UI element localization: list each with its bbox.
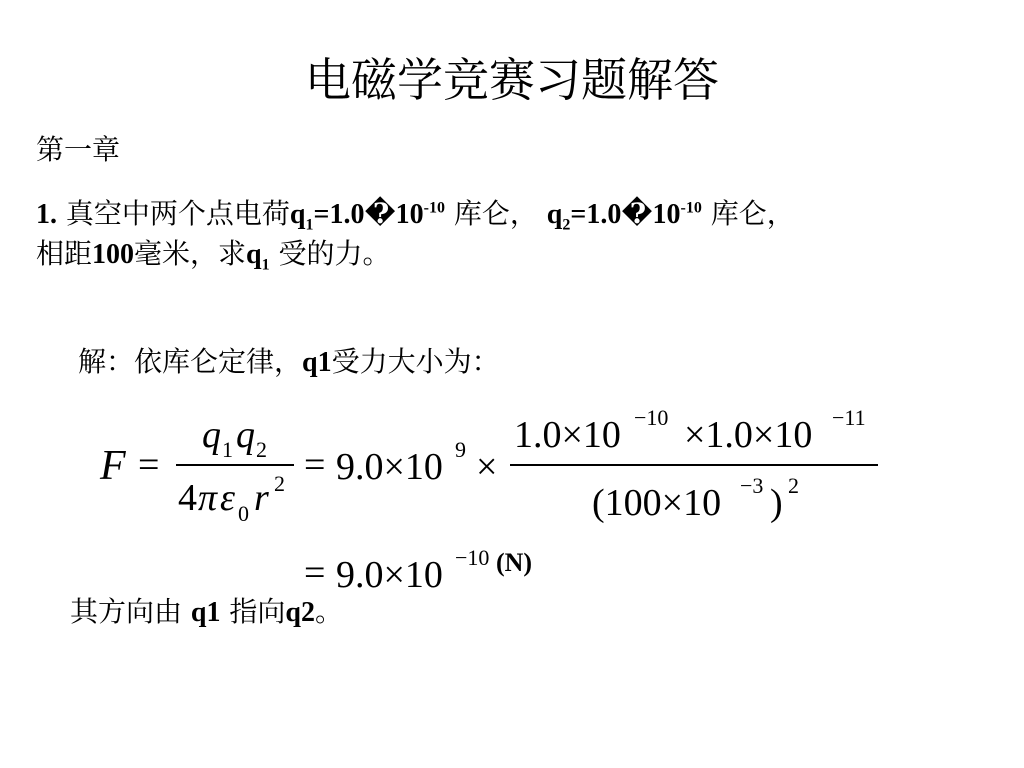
- missing-glyph: �: [364, 199, 396, 230]
- eq-num-q1-sub: 1: [222, 437, 233, 462]
- eq-result-exp: −10: [455, 545, 490, 570]
- eq-frac2-den-sup: 2: [788, 473, 799, 498]
- eq-result: 9.0×10: [336, 554, 443, 596]
- chapter-heading: 第一章: [36, 133, 121, 166]
- eq-den-4: 4: [178, 477, 197, 519]
- eq-F: F: [100, 443, 126, 489]
- missing-glyph: �: [621, 199, 653, 230]
- q1-symbol: $q_1$: [246, 239, 270, 274]
- eq-num-q2: q: [236, 414, 255, 456]
- q1-symbol: $q_1=1.0�10^{-10}$: [289, 199, 445, 234]
- eq-frac2-num-a: 1.0×10: [514, 414, 621, 456]
- eq-times: ×: [476, 446, 498, 488]
- eq-constant: 9.0×10: [336, 446, 443, 488]
- eq-equals-2: =: [304, 444, 326, 486]
- eq-den-eps-sub: 0: [238, 501, 249, 526]
- unit-coulomb: 库仑，: [453, 197, 538, 230]
- direction-statement: 其方向由 q1 指向q2。: [70, 595, 344, 628]
- eq-den-r: r: [254, 477, 269, 519]
- distance-value: 100: [92, 239, 135, 270]
- problem-number: 1.: [36, 199, 57, 230]
- q1-label: q1: [190, 597, 221, 628]
- problem-text: 真空中两个点电荷: [65, 197, 290, 230]
- problem-statement-line-2: 相距100毫米，求$q_1$ 受的力。: [36, 237, 391, 274]
- eq-den-r-sup: 2: [274, 471, 285, 496]
- q2-label: q2: [285, 597, 315, 628]
- eq-den-pi: π: [198, 477, 218, 519]
- eq-frac2-num-b-exp: −11: [832, 405, 866, 430]
- eq-num-q1: q: [202, 414, 221, 456]
- unit-coulomb: 库仑，: [710, 197, 795, 230]
- eq-den-eps: ε: [220, 477, 235, 519]
- eq-frac2-den-b: ): [770, 482, 783, 524]
- eq-frac2-den-a: (100×10: [592, 482, 722, 524]
- eq-frac2-num-b: ×1.0×10: [684, 414, 813, 456]
- eq-frac2-num-a-exp: −10: [634, 405, 669, 430]
- slide-title: 电磁学竞赛习题解答: [305, 53, 719, 107]
- force-unit: (N): [496, 548, 533, 577]
- eq-equals-3: =: [304, 552, 326, 594]
- problem-statement-line-1: [36, 192, 795, 235]
- eq-constant-exp: 9: [455, 437, 466, 462]
- q2-symbol: $q_2=1.0�10^{-10}$: [546, 199, 702, 234]
- q1-label: q1: [302, 347, 332, 378]
- eq-frac2-den-exp: −3: [740, 473, 764, 498]
- eq-num-q2-sub: 2: [256, 437, 267, 462]
- eq-equals-1: =: [138, 444, 160, 486]
- solution-intro: 解：依库仑定律，q1受力大小为：: [78, 345, 500, 378]
